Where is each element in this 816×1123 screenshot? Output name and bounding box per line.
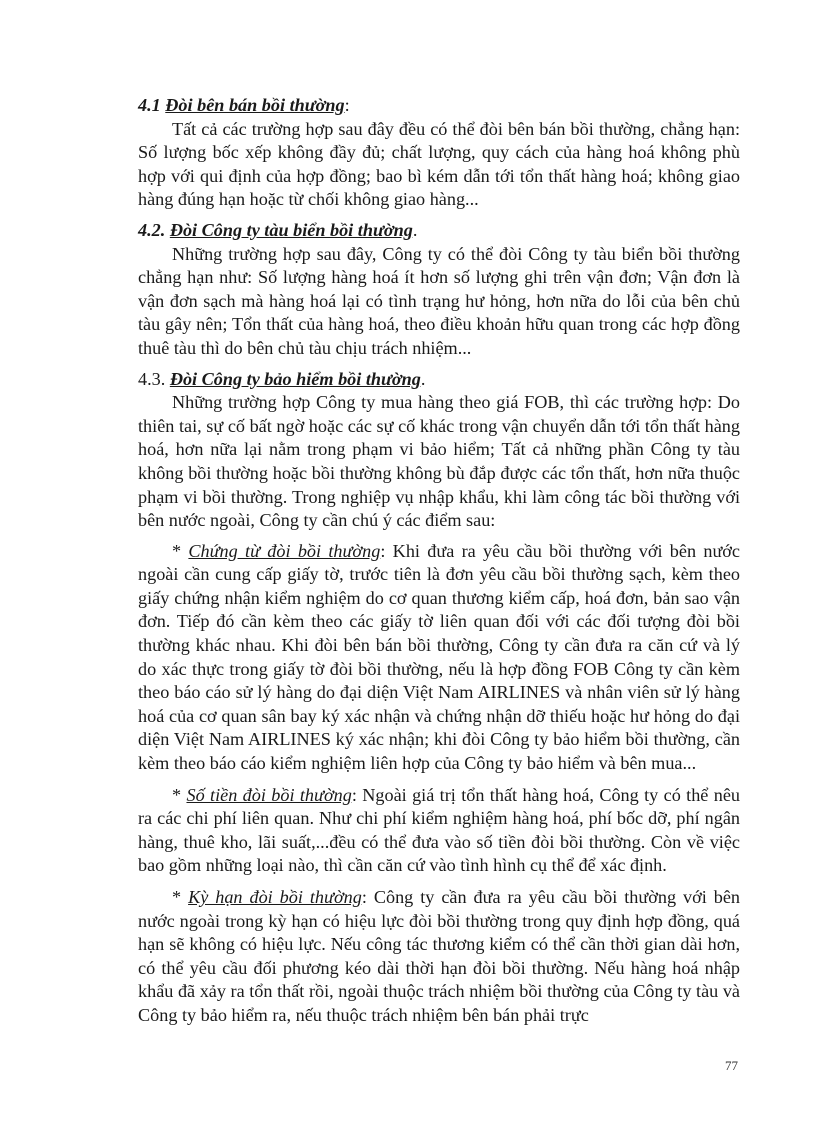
point-text: : Khi đưa ra yêu cầu bồi thường với bên nước ngoài cần cung cấp giấy tờ, trước tiên là đơn yêu cầu bồi thường sạch, kèm theo giấy chứng nhận kiểm nghiệm do cơ quan thương kiểm cấp, hoá đơn, bản sao vận đơn. Tiếp đó cần kèm theo các giấy tờ liên quan đối với các đối tượng đòi bồi thường khác nhau. Khi đòi bên bán bồi thường, Công ty cần đưa ra căn cứ và lý do xác thực trong giấy tờ đòi bồi thường, nếu là hợp đồng FOB Công ty cần kèm theo báo cáo sử lý hàng do đại diện Việt Nam AIRLINES và nhân viên sử lý hàng hoá của cơ quan sân bay ký xác nhận và chứng nhận dỡ thiếu hoặc hư hỏng do đại diện Việt Nam AIRLINES ký xác nhận; khi đòi Công ty bảo hiểm bồi thường, cần kèm theo báo cáo kiểm nghiệm liên hợp của Công ty bảo hiểm và bên mua...: [138, 540, 740, 774]
section-number: 4.3.: [138, 368, 166, 389]
section-number: 4.2.: [138, 219, 166, 240]
section-heading-4-1: 4.1 Đòi bên bán bồi thường:: [138, 95, 350, 115]
point-text: : Ngoài giá trị tổn thất hàng hoá, Công ty có thể nêu ra các chi phí liên quan. Như chi phí kiểm nghiệm hàng hoá, phí bốc dỡ, phí ngân hàng, thuê kho, lãi suất,...đều có thể đưa vào số tiền đòi bồi thường. Còn về việc bao gồm những loại nào, thì cần căn cứ vào tình hình cụ thể để xác định.: [138, 784, 741, 876]
section-title: Đòi bên bán bồi thường: [165, 95, 345, 115]
point-claim-amount: * Số tiền đòi bồi thường: Ngoài giá trị tổn thất hàng hoá, Công ty có thể nêu ra các chi phí liên quan. Như chi phí kiểm nghiệm hàng hoá, phí bốc dỡ, phí ngân hàng, thuê kho, lãi suất,...đều có thể đưa vào số tiền đòi bồi thường. Còn về việc bao gồm những loại nào, thì cần căn cứ vào tình hình cụ thể để xác định.: [138, 784, 741, 876]
document-page: [138, 94, 740, 1036]
point-label: Số tiền đòi bồi thường: [186, 784, 352, 805]
section-title: Đòi Công ty bảo hiểm bồi thường: [169, 368, 421, 389]
point-label: Kỳ hạn đòi bồi thường: [188, 887, 362, 907]
section-body: Tất cả các trường hợp sau đây đều có thể đòi bên bán bồi thường, chẳng hạn: Số lượng bốc xếp không đầy đủ; chất lượng, quy cách của hàng hoá không phù hợp với qui định của hợp đồng; bao bì kém dẫn tới tổn thất hàng hoá; không giao hàng đúng hạn hoặc từ chối không giao hàng...: [138, 118, 740, 210]
point-claim-deadline: * Kỳ hạn đòi bồi thường: Công ty cần đưa ra yêu cầu bồi thường với bên nước ngoài trong kỳ hạn có hiệu lực đòi bồi thường trong quy định hợp đồng, quá hạn sẽ không có hiệu lực. Nếu công tác thương kiểm có thể cần thời gian dài hơn, có thể yêu cầu đối phương kéo dài thời hạn đòi bồi thường. Nếu hàng hoá nhập khẩu đã xảy ra tổn thất rồi, ngoài thuộc trách nhiệm bồi thường của Công ty tàu và Công ty bảo hiểm ra, nếu thuộc trách nhiệm bên bán phải trực: [138, 887, 741, 1025]
point-text: : Công ty cần đưa ra yêu cầu bồi thường với bên nước ngoài trong kỳ hạn có hiệu lực đòi bồi thường trong quy định hợp đồng, quá hạn sẽ không có hiệu lực. Nếu công tác thương kiểm có thể cần thời gian dài hơn, có thể yêu cầu đối phương kéo dài thời hạn đòi bồi thường. Nếu hàng hoá nhập khẩu đã xảy ra tổn thất rồi, ngoài thuộc trách nhiệm bồi thường của Công ty tàu và Công ty bảo hiểm ra, nếu thuộc trách nhiệm bên bán phải trực: [138, 887, 741, 1025]
section-title: Đòi Công ty tàu biển bồi thường: [169, 219, 413, 240]
section-heading-4-3: 4.3. Đòi Công ty bảo hiểm bồi thường.: [138, 368, 426, 389]
point-label: Chứng từ đòi bồi thường: [188, 540, 381, 561]
page-number: 77: [725, 1058, 738, 1073]
section-heading-4-2: 4.2. Đòi Công ty tàu biển bồi thường.: [138, 219, 418, 240]
section-body: Những trường hợp Công ty mua hàng theo giá FOB, thì các trường hợp: Do thiên tai, sự cố bất ngờ hoặc các sự cố khác trong vận chuyển dẫn tới tổn thất hàng hoá, hơn nữa lại nằm trong phạm vi bảo hiểm; Tất cả những phần Công ty tàu không bồi thường hoặc bồi thường không bù đắp được các tổn thất, hơn nữa thuộc phạm vi bồi thường. Trong nghiệp vụ nhập khẩu, khi làm công tác bồi thường với bên nước ngoài, Công ty cần chú ý các điểm sau:: [138, 392, 740, 531]
section-body: Những trường hợp sau đây, Công ty có thể đòi Công ty tàu biển bồi thường chẳng hạn như: Số lượng hàng hoá ít hơn số lượng ghi trên vận đơn; Vận đơn là vận đơn sạch mà hàng hoá lại có tình trạng hư hỏng, hơn nữa do lỗi của bên chủ tàu gây nên; Tổn thất của hàng hoá, theo điều khoản hữu quan trong các hợp đồng thuê tàu thì do bên chủ tàu chịu trách nhiệm...: [138, 243, 740, 358]
section-number: 4.1: [138, 95, 161, 115]
point-claim-documents: * Chứng từ đòi bồi thường: Khi đưa ra yêu cầu bồi thường với bên nước ngoài cần cung cấp giấy tờ, trước tiên là đơn yêu cầu bồi thường sạch, kèm theo giấy chứng nhận kiểm nghiệm do cơ quan thương kiểm cấp, hoá đơn, bản sao vận đơn. Tiếp đó cần kèm theo các giấy tờ liên quan đối với các đối tượng đòi bồi thường khác nhau. Khi đòi bên bán bồi thường, Công ty cần đưa ra căn cứ và lý do xác thực trong giấy tờ đòi bồi thường, nếu là hợp đồng FOB Công ty cần kèm theo báo cáo sử lý hàng do đại diện Việt Nam AIRLINES và nhân viên sử lý hàng hoá của cơ quan sân bay ký xác nhận và chứng nhận dỡ thiếu hoặc hư hỏng do đại diện Việt Nam AIRLINES ký xác nhận; khi đòi Công ty bảo hiểm bồi thường, cần kèm theo báo cáo kiểm nghiệm liên hợp của Công ty bảo hiểm và bên mua...: [138, 540, 740, 774]
